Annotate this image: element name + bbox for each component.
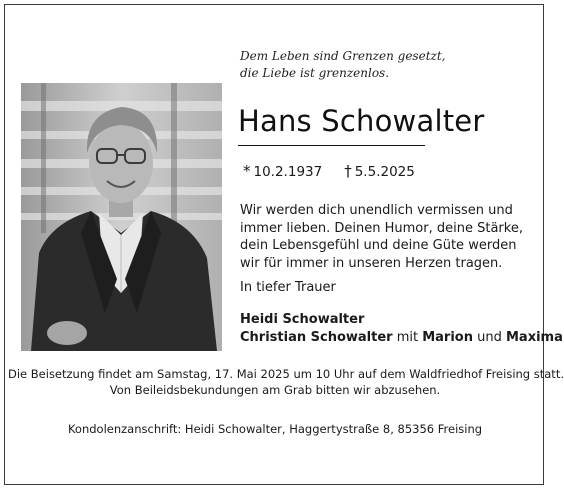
signatures — [240, 311, 563, 347]
deceased-name: Hans Schowalter — [238, 104, 485, 138]
signature-line-1 — [240, 311, 563, 329]
funeral-info — [8, 366, 564, 398]
condolence-address: Kondolenzanschrift: Heidi Schowalter, Haggertystraße 8, 85356 Freising — [67, 422, 483, 436]
signature-marion: Marion — [422, 330, 473, 345]
life-dates — [243, 162, 415, 180]
motto — [240, 48, 445, 82]
signature-und: und — [477, 330, 502, 345]
mourning-phrase: In tiefer Trauer — [240, 280, 336, 295]
motto-line-1: Dem Leben sind Grenzen gesetzt, — [240, 49, 446, 63]
condolence-note: Von Beileidsbekundungen am Grab bitten wir abzusehen. — [109, 383, 441, 397]
signature-christian: Christian Schowalter — [240, 330, 393, 345]
portrait-image — [21, 83, 222, 351]
funeral-date-line: Die Beisetzung findet am Samstag, 17. Mai 2025 um 10 Uhr auf dem Waldfriedhof Freising statt. — [8, 367, 564, 381]
signature-maxima: Maxima — [506, 330, 563, 345]
signature-heidi: Heidi Schowalter — [240, 312, 365, 327]
motto-line-2: die Liebe ist grenzenlos. — [240, 66, 390, 80]
cross-icon: † — [344, 162, 352, 180]
divider-line — [238, 145, 425, 146]
signature-line-2 — [240, 329, 563, 347]
signature-mit: mit — [396, 330, 419, 345]
death-date: 5.5.2025 — [354, 164, 415, 180]
memorial-text: Wir werden dich unendlich vermissen und immer lieben. Deinen Humor, deine Stärke, dein Lebensgefühl und deine Güte werden wir für immer in unseren Herzen tragen. — [240, 203, 523, 271]
birth-symbol: * — [243, 162, 251, 180]
birth-date: 10.2.1937 — [253, 164, 323, 180]
portrait-photo — [21, 83, 222, 351]
